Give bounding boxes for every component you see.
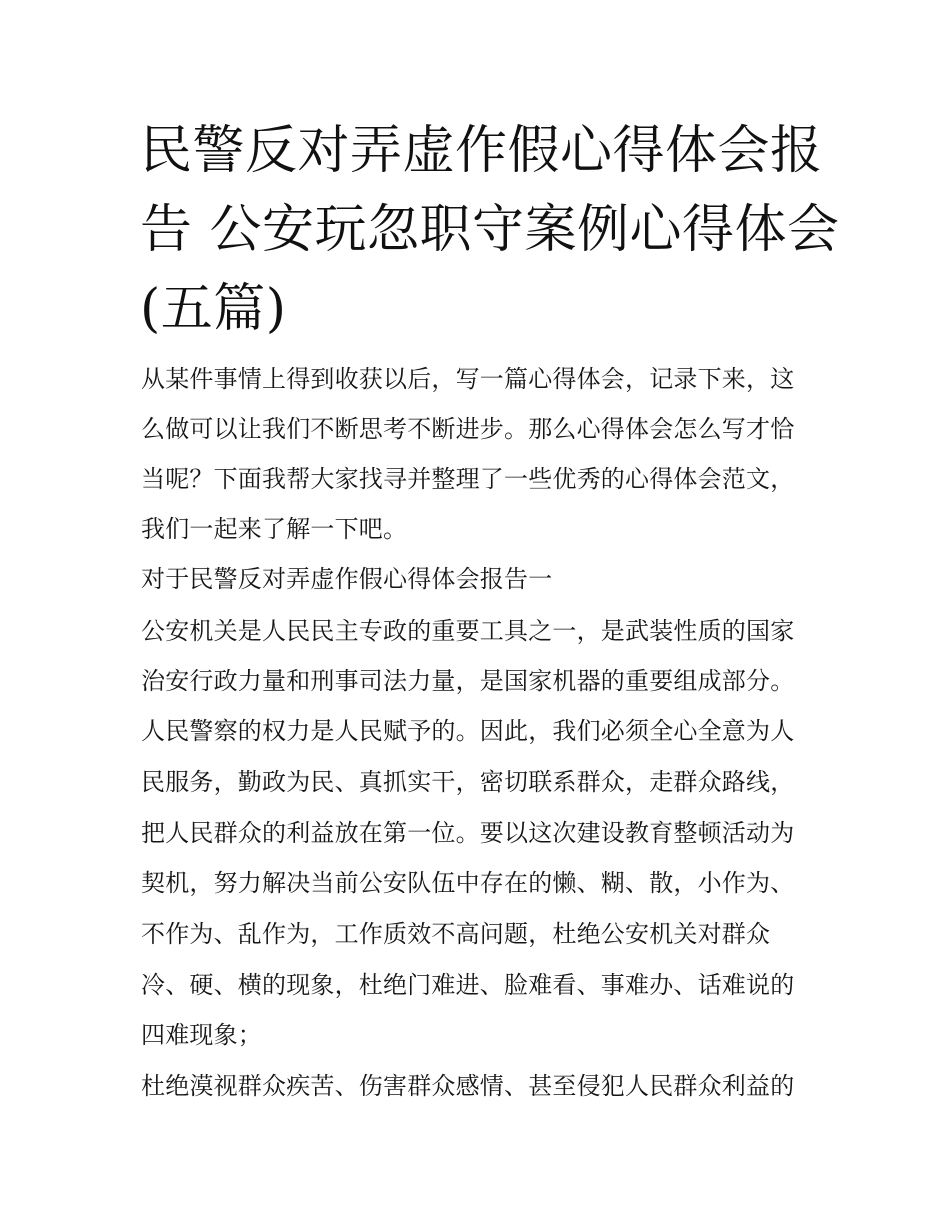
intro-line: 当呢？下面我帮大家找寻并整理了一些优秀的心得体会范文， [141, 465, 795, 493]
paragraph-line: 不作为、乱作为，工作质效不高问题，杜绝公安机关对群众 [141, 920, 771, 948]
section-heading: 对于民警反对弄虚作假心得体会报告一 [141, 565, 553, 593]
title-line: (五篇) [140, 279, 287, 339]
paragraph-line: 冷、硬、横的现象，杜绝门难进、脸难看、事难办、话难说的 [141, 971, 795, 999]
paragraph-line: 公安机关是人民民主专政的重要工具之一，是武装性质的国家 [141, 617, 795, 645]
title-line: 告 公安玩忽职守案例心得体会 [140, 200, 840, 260]
intro-line: 么做可以让我们不断思考不断进步。那么心得体会怎么写才恰 [141, 415, 795, 443]
paragraph-line: 治安行政力量和刑事司法力量，是国家机器的重要组成部分。 [141, 667, 795, 695]
paragraph-line: 人民警察的权力是人民赋予的。因此，我们必须全心全意为人 [141, 717, 795, 745]
document-title [140, 112, 840, 349]
intro-line: 我们一起来了解一下吧。 [141, 515, 408, 543]
paragraph-line: 四难现象； [141, 1021, 262, 1049]
paragraph-line: 杜绝漠视群众疾苦、伤害群众感情、甚至侵犯人民群众利益的 [141, 1072, 795, 1100]
intro-line: 从某件事情上得到收获以后，写一篇心得体会，记录下来，这 [141, 365, 795, 393]
paragraph-line: 把人民群众的利益放在第一位。要以这次建设教育整顿活动为 [141, 819, 795, 847]
title-line: 民警反对弄虚作假心得体会报 [140, 121, 823, 181]
paragraph-line: 民服务，勤政为民、真抓实干，密切联系群众，走群众路线， [141, 768, 795, 796]
paragraph-line: 契机，努力解决当前公安队伍中存在的懒、糊、散，小作为、 [141, 869, 795, 897]
